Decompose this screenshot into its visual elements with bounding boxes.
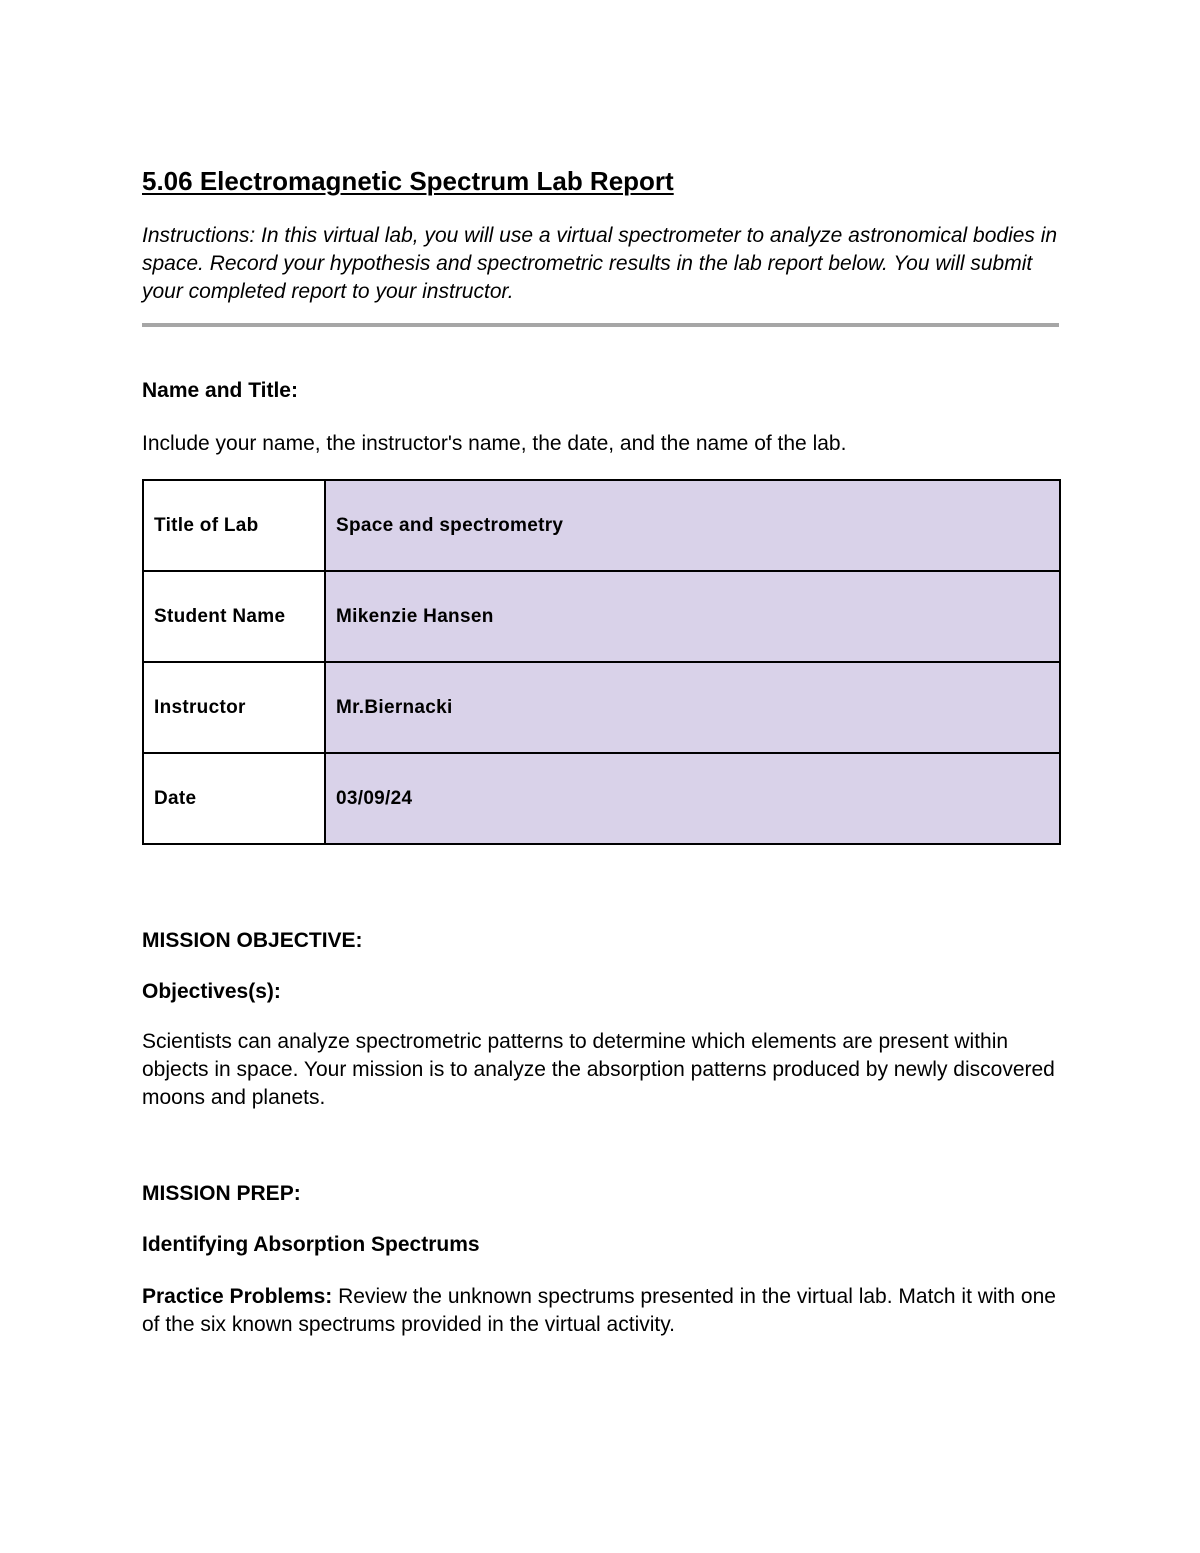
table-label-cell: Student Name xyxy=(143,571,325,662)
name-section-description: Include your name, the instructor's name, the date, and the name of the lab. xyxy=(142,432,847,455)
lab-info-table xyxy=(142,479,1061,845)
horizontal-rule xyxy=(142,323,1059,327)
table-value-cell: Space and spectrometry xyxy=(325,480,1060,571)
objective-text: Scientists can analyze spectrometric patterns to determine which elements are present within objects in space. Your mission is to analyze the absorption patterns produced by newly discovered moons and planets. xyxy=(142,1030,1055,1109)
table-row xyxy=(143,480,1060,571)
mission-prep-heading: MISSION PREP: xyxy=(142,1182,301,1205)
mission-objective-heading: MISSION OBJECTIVE: xyxy=(142,929,363,952)
table-label-cell: Title of Lab xyxy=(143,480,325,571)
objectives-subheading: Objectives(s): xyxy=(142,980,281,1003)
table-label-cell: Date xyxy=(143,753,325,844)
document-title: 5.06 Electromagnetic Spectrum Lab Report xyxy=(142,166,674,196)
table-value-cell: 03/09/24 xyxy=(325,753,1060,844)
table-value-cell: Mikenzie Hansen xyxy=(325,571,1060,662)
name-and-title-heading: Name and Title: xyxy=(142,379,298,402)
table-row xyxy=(143,753,1060,844)
practice-problems-paragraph xyxy=(142,1283,1062,1339)
practice-problems-label: Practice Problems: xyxy=(142,1285,333,1308)
table-row xyxy=(143,662,1060,753)
table-value-cell: Mr.Biernacki xyxy=(325,662,1060,753)
instructions-text: Instructions: In this virtual lab, you will use a virtual spectrometer to analyze astronomical bodies in space. Record your hypothesis and spectrometric results in the lab report below. You will submit your completed report to your instructor. xyxy=(142,224,1058,303)
table-label-cell: Instructor xyxy=(143,662,325,753)
absorption-spectrums-subheading: Identifying Absorption Spectrums xyxy=(142,1233,480,1256)
table-row xyxy=(143,571,1060,662)
practice-problems-text: Review the unknown spectrums presented in the virtual lab. Match it with one of the six known spectrums provided in the virtual activity. xyxy=(142,1285,1056,1336)
